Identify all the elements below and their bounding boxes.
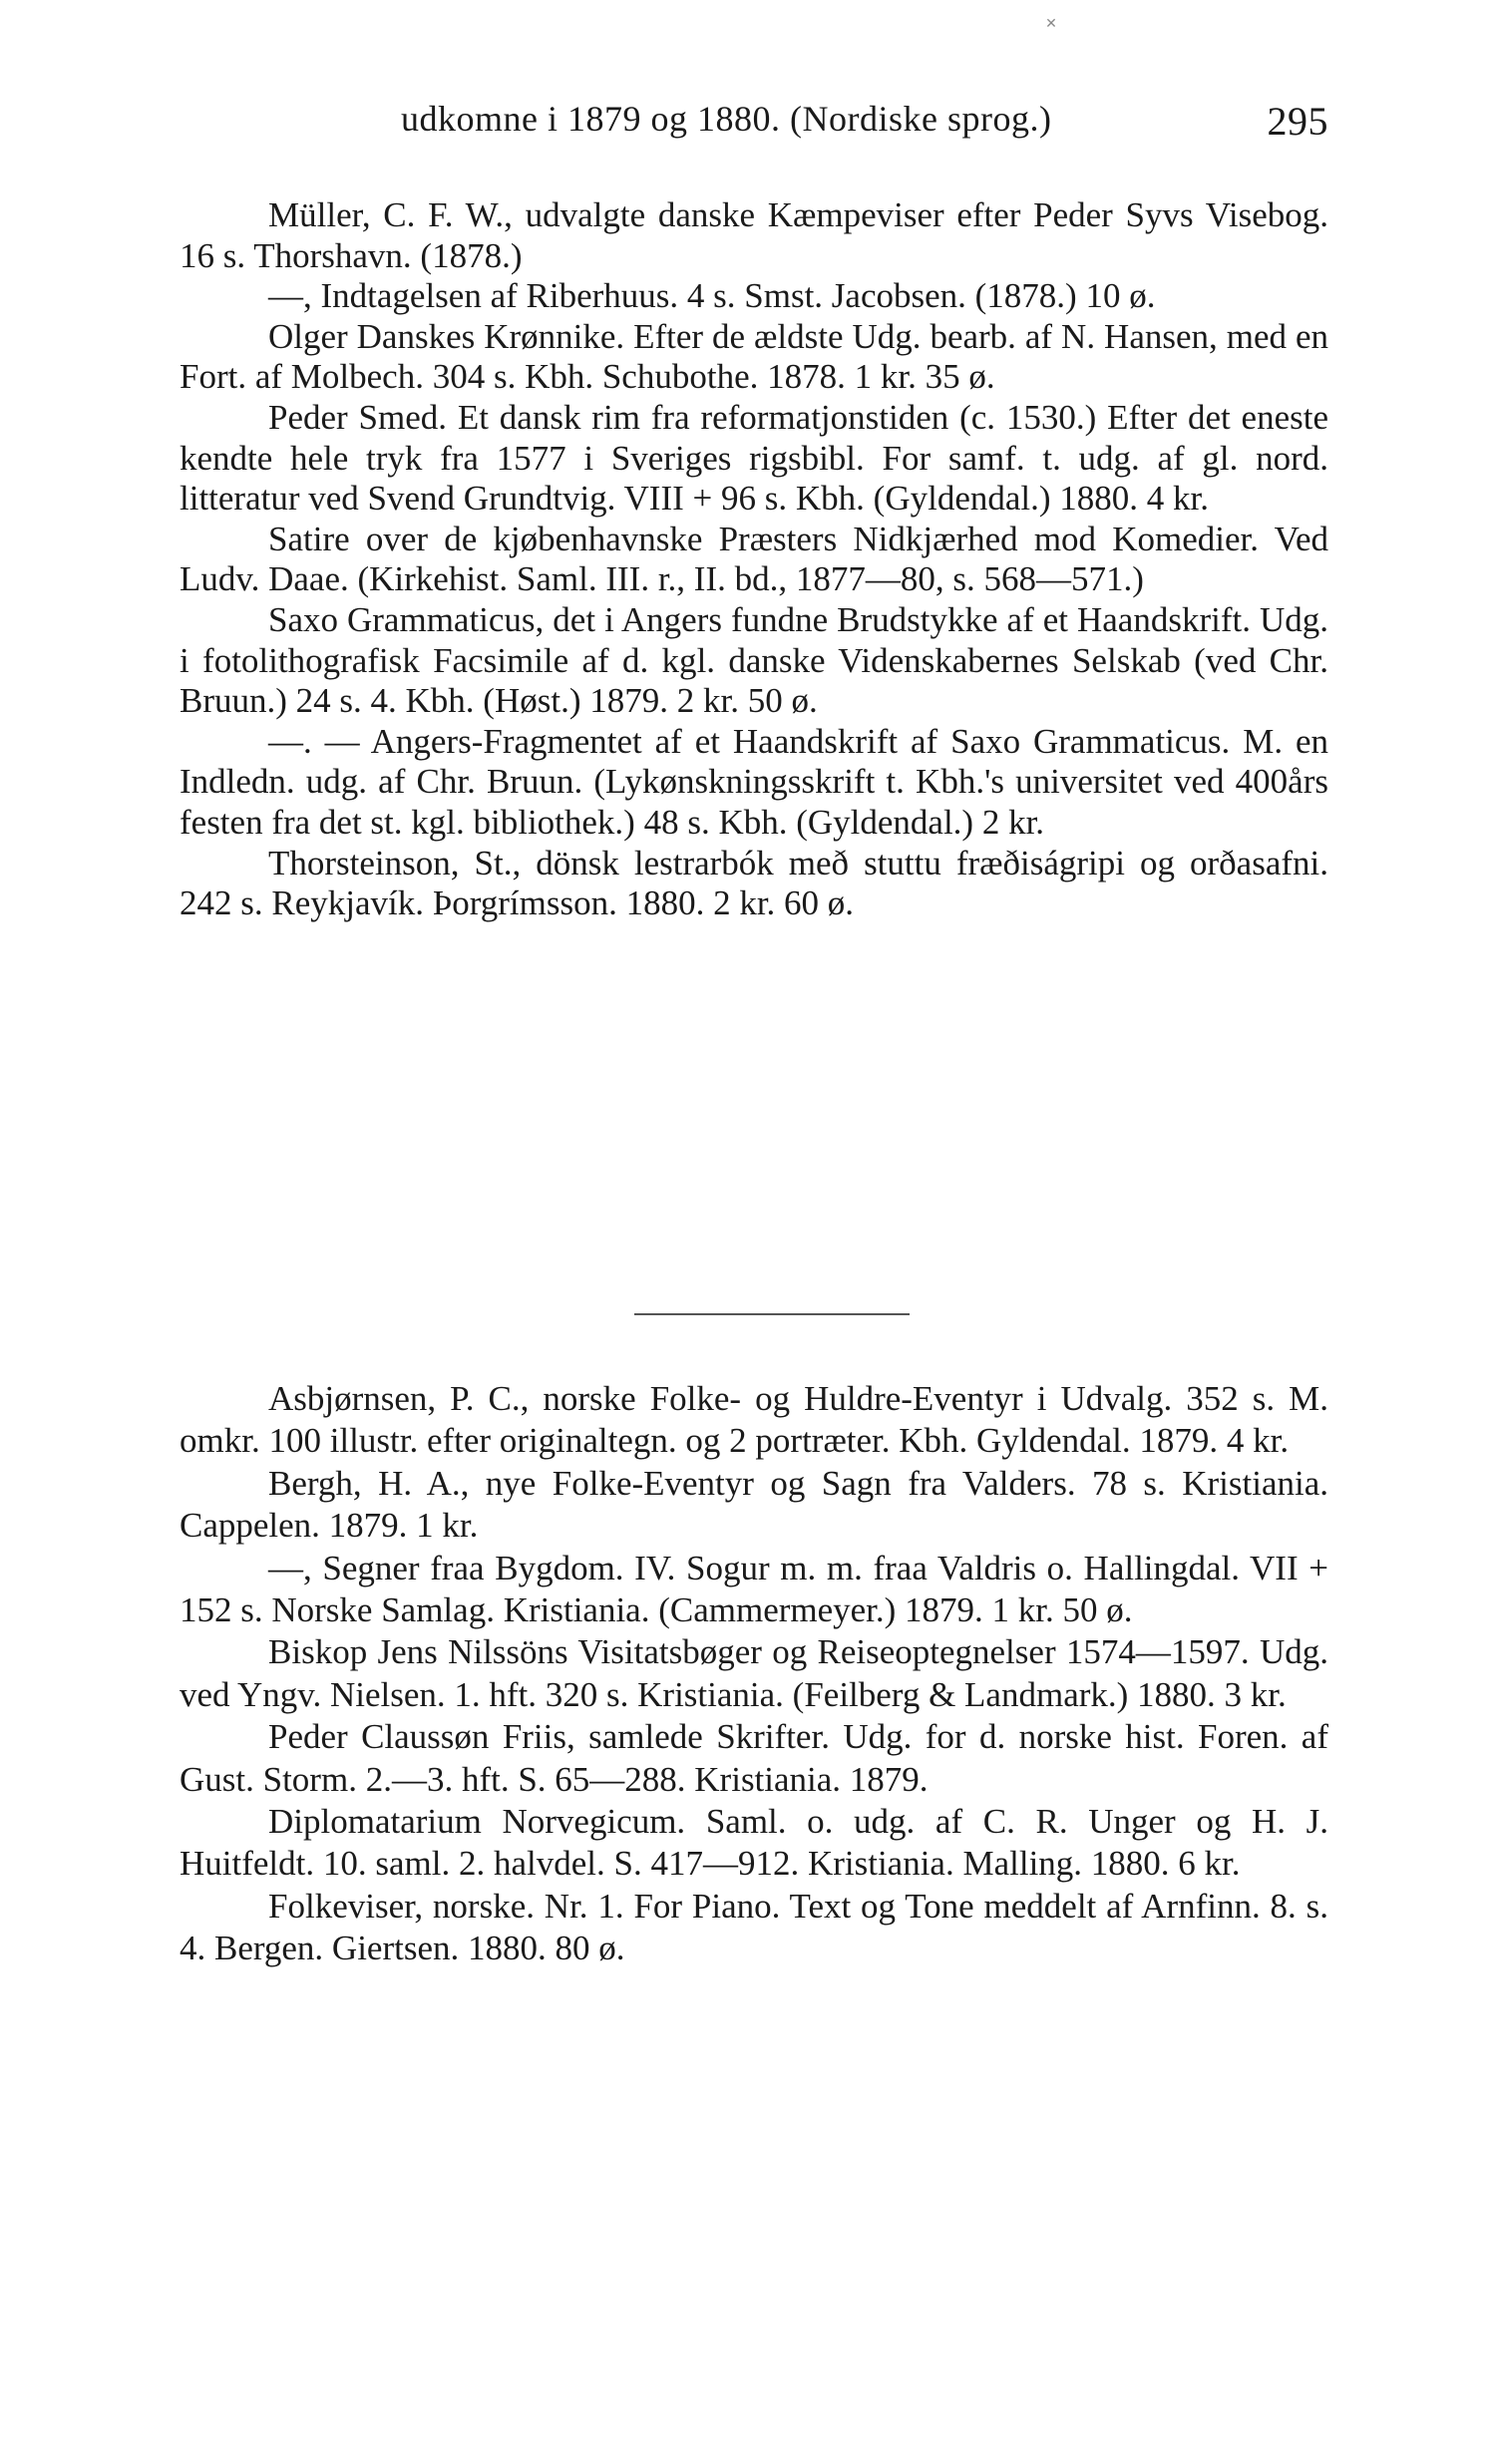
- running-header: [180, 98, 1328, 148]
- running-head: udkomne i 1879 og 1880. (Nordiske sprog.): [401, 99, 1052, 139]
- section-divider: [634, 1313, 910, 1315]
- entry-diplomatarium: Diplomatarium Norvegicum. Saml. o. udg. af C. R. Unger og H. J. Huitfeldt. 10. saml. 2. halvdel. S. 417—912. Kristiania. Malling. 1880. 6 kr.: [180, 1802, 1328, 1884]
- entry-muller-kaempeviser: Müller, C. F. W., udvalgte danske Kæmpeviser efter Peder Syvs Visebog. 16 s. Thorshavn. (1878.): [180, 195, 1328, 275]
- bibliography-section-norwegian: [180, 1378, 1328, 1970]
- entry-folkeviser: Folkeviser, norske. Nr. 1. For Piano. Text og Tone meddelt af Arnfinn. 8. s. 4. Bergen. Giertsen. 1880. 80 ø.: [180, 1886, 1328, 1968]
- entry-bergh-segner: —, Segner fraa Bygdom. IV. Sogur m. m. fraa Valdris o. Hallingdal. VII + 152 s. Norske Samlag. Kristiania. (Cammermeyer.) 1879. 1 kr. 50 ø.: [180, 1548, 1328, 1630]
- entry-olger-danskes-kronnike: Olger Danskes Krønnike. Efter de ældste Udg. bearb. af N. Hansen, med en Fort. af Molbech. 304 s. Kbh. Schubothe. 1878. 1 kr. 35 ø.: [180, 316, 1328, 397]
- entry-bergh-folke-eventyr: Bergh, H. A., nye Folke-Eventyr og Sagn fra Valders. 78 s. Kristiania. Cappelen. 1879. 1 kr.: [180, 1463, 1328, 1546]
- entry-claussen-friis: Peder Claussøn Friis, samlede Skrifter. Udg. for d. norske hist. Foren. af Gust. Storm. 2.—3. hft. S. 65—288. Kristiania. 1879.: [180, 1717, 1328, 1799]
- entry-muller-riberhuus: —, Indtagelsen af Riberhuus. 4 s. Smst. Jacobsen. (1878.) 10 ø.: [268, 276, 1156, 316]
- entry-nilssons-visitatsboger: Biskop Jens Nilssöns Visitatsbøger og Reiseoptegnelser 1574—1597. Udg. ved Yngv. Nielsen. 1. hft. 320 s. Kristiania. (Feilberg & Landmark.) 1880. 3 kr.: [180, 1632, 1328, 1714]
- entry-saxo-grammaticus: Saxo Grammaticus, det i Angers fundne Brudstykke af et Haandskrift. Udg. i fotolithografisk Facsimile af d. kgl. danske Videnskabernes Selskab (ved Chr. Bruun.) 24 s. 4. Kbh. (Høst.) 1879. 2 kr. 50 ø.: [180, 599, 1328, 721]
- page-number: 295: [1267, 99, 1328, 144]
- entry-peder-smed: Peder Smed. Et dansk rim fra reformatjonstiden (c. 1530.) Efter det eneste kendte hele tryk fra 1577 i Sveriges rigsbibl. For samf. t. udg. af gl. nord. litteratur ved Svend Grundtvig. VIII + 96 s. Kbh. (Gyldendal.) 1880. 4 kr.: [180, 397, 1328, 519]
- entry-thorsteinson: Thorsteinson, St., dönsk lestrarbók með stuttu fræðiságripi og orðasafni. 242 s. Reykjavík. Þorgrímsson. 1880. 2 kr. 60 ø.: [180, 843, 1328, 923]
- entry-asbjornsen: Asbjørnsen, P. C., norske Folke- og Huldre-Eventyr i Udvalg. 352 s. M. omkr. 100 illustr. efter originaltegn. og 2 portræter. Kbh. Gyldendal. 1879. 4 kr.: [180, 1379, 1328, 1461]
- corner-mark: ✕: [1045, 17, 1057, 32]
- entry-angers-fragmentet: —. — Angers-Fragmentet af et Haandskrift af Saxo Grammaticus. M. en Indledn. udg. af Chr. Bruun. (Lykønskningsskrift t. Kbh.'s universitet ved 400års festen fra det st. kgl. bibliothek.) 48 s. Kbh. (Gyldendal.) 2 kr.: [180, 721, 1328, 842]
- entry-satire: Satire over de kjøbenhavnske Præsters Nidkjærhed mod Komedier. Ved Ludv. Daae. (Kirkehist. Saml. III. r., II. bd., 1877—80, s. 568—571.): [180, 519, 1328, 599]
- bibliography-section-danish: [180, 195, 1328, 924]
